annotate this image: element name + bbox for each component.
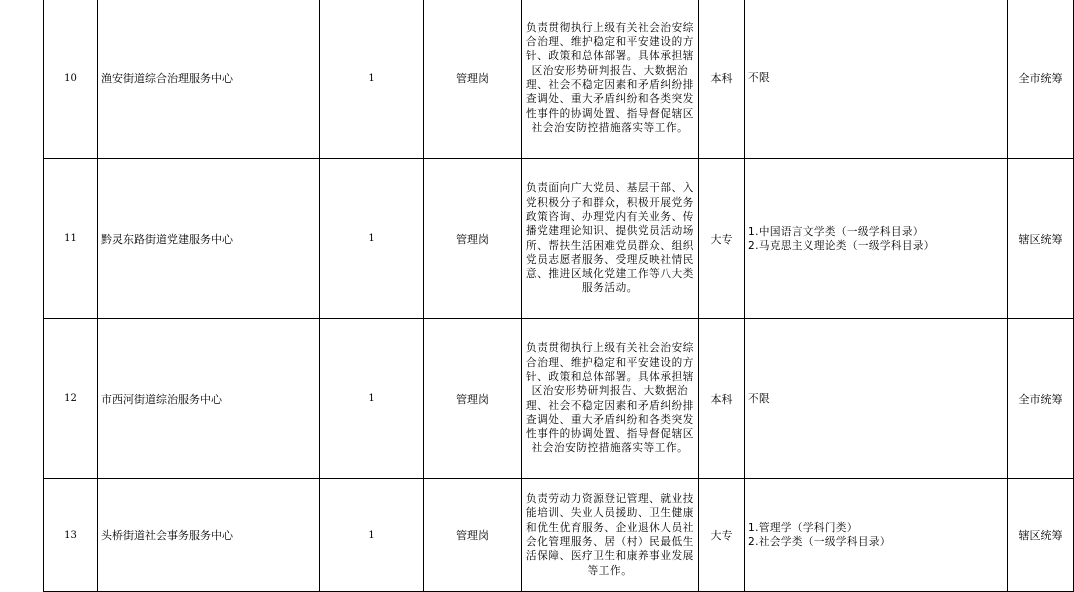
position-type: 管理岗 [424,0,522,159]
unit-name: 渔安街道综合治理服务中心 [98,0,320,159]
education-requirement: 大专 [699,479,745,592]
major-item: 2.马克思主义理论类（一级学科目录） [748,239,935,252]
education-requirement: 大专 [699,159,745,319]
duty-description: 负责贯彻执行上级有关社会治安综合治理、维护稳定和平安建设的方针、政策和总体部署。具体承担辖区治安形势研判报告、大数据治理、社会不稳定因素和矛盾纠纷排查调处、重大矛盾纠纷和各类突发性事件的协调处置、指导督促辖区社会治安防控措施落实等工作。 [522,0,699,159]
major-requirement [745,479,1008,592]
major-item: 1.管理学（学科门类） [748,522,858,534]
hire-count: 1 [320,319,424,479]
duty-description: 负责面向广大党员、基层干部、入党积极分子和群众，积极开展党务政策咨询、办理党内有关业务、传播党建理论知识、提供党员活动场所、帮扶生活困难党员群众、组织党员志愿者服务、受理反映社情民意、推进区域化党建工作等八大类服务活动。 [522,159,699,319]
recruit-scope: 全市统筹 [1008,319,1074,479]
duty-description: 负责劳动力资源登记管理、就业技能培训、失业人员援助、卫生健康和优生优育服务、企业退休人员社会化管理服务、居（村）民最低生活保障、医疗卫生和康养事业发展等工作。 [522,479,699,592]
major-requirement [745,319,1008,479]
table-row [44,479,1074,592]
major-item: 2.社会学类（一级学科目录） [748,536,891,548]
recruit-scope: 全市统筹 [1008,0,1074,159]
major-item: 不限 [748,392,770,405]
row-number: 13 [44,479,98,592]
hire-count: 1 [320,479,424,592]
row-number: 10 [44,0,98,159]
position-type: 管理岗 [424,479,522,592]
duty-description: 负责贯彻执行上级有关社会治安综合治理、维护稳定和平安建设的方针、政策和总体部署。具体承担辖区治安形势研判报告、大数据治理、社会不稳定因素和矛盾纠纷排查调处、重大矛盾纠纷和各类突发性事件的协调处置、指导督促辖区社会治安防控措施落实等工作。 [522,319,699,479]
unit-name: 头桥街道社会事务服务中心 [98,479,320,592]
hire-count: 1 [320,159,424,319]
hire-count: 1 [320,0,424,159]
major-requirement [745,0,1008,159]
job-table [43,0,1074,592]
table-row [44,319,1074,479]
education-requirement: 本科 [699,319,745,479]
education-requirement: 本科 [699,0,745,159]
major-item: 不限 [748,72,770,84]
table-row [44,159,1074,319]
position-type: 管理岗 [424,159,522,319]
recruit-scope: 辖区统筹 [1008,479,1074,592]
table-row [44,0,1074,159]
unit-name: 市西河街道综治服务中心 [98,319,320,479]
recruit-scope: 辖区统筹 [1008,159,1074,319]
major-item: 1.中国语言文学类（一级学科目录） [748,225,924,238]
position-type: 管理岗 [424,319,522,479]
unit-name: 黔灵东路街道党建服务中心 [98,159,320,319]
row-number: 12 [44,319,98,479]
row-number: 11 [44,159,98,319]
major-requirement [745,159,1008,319]
